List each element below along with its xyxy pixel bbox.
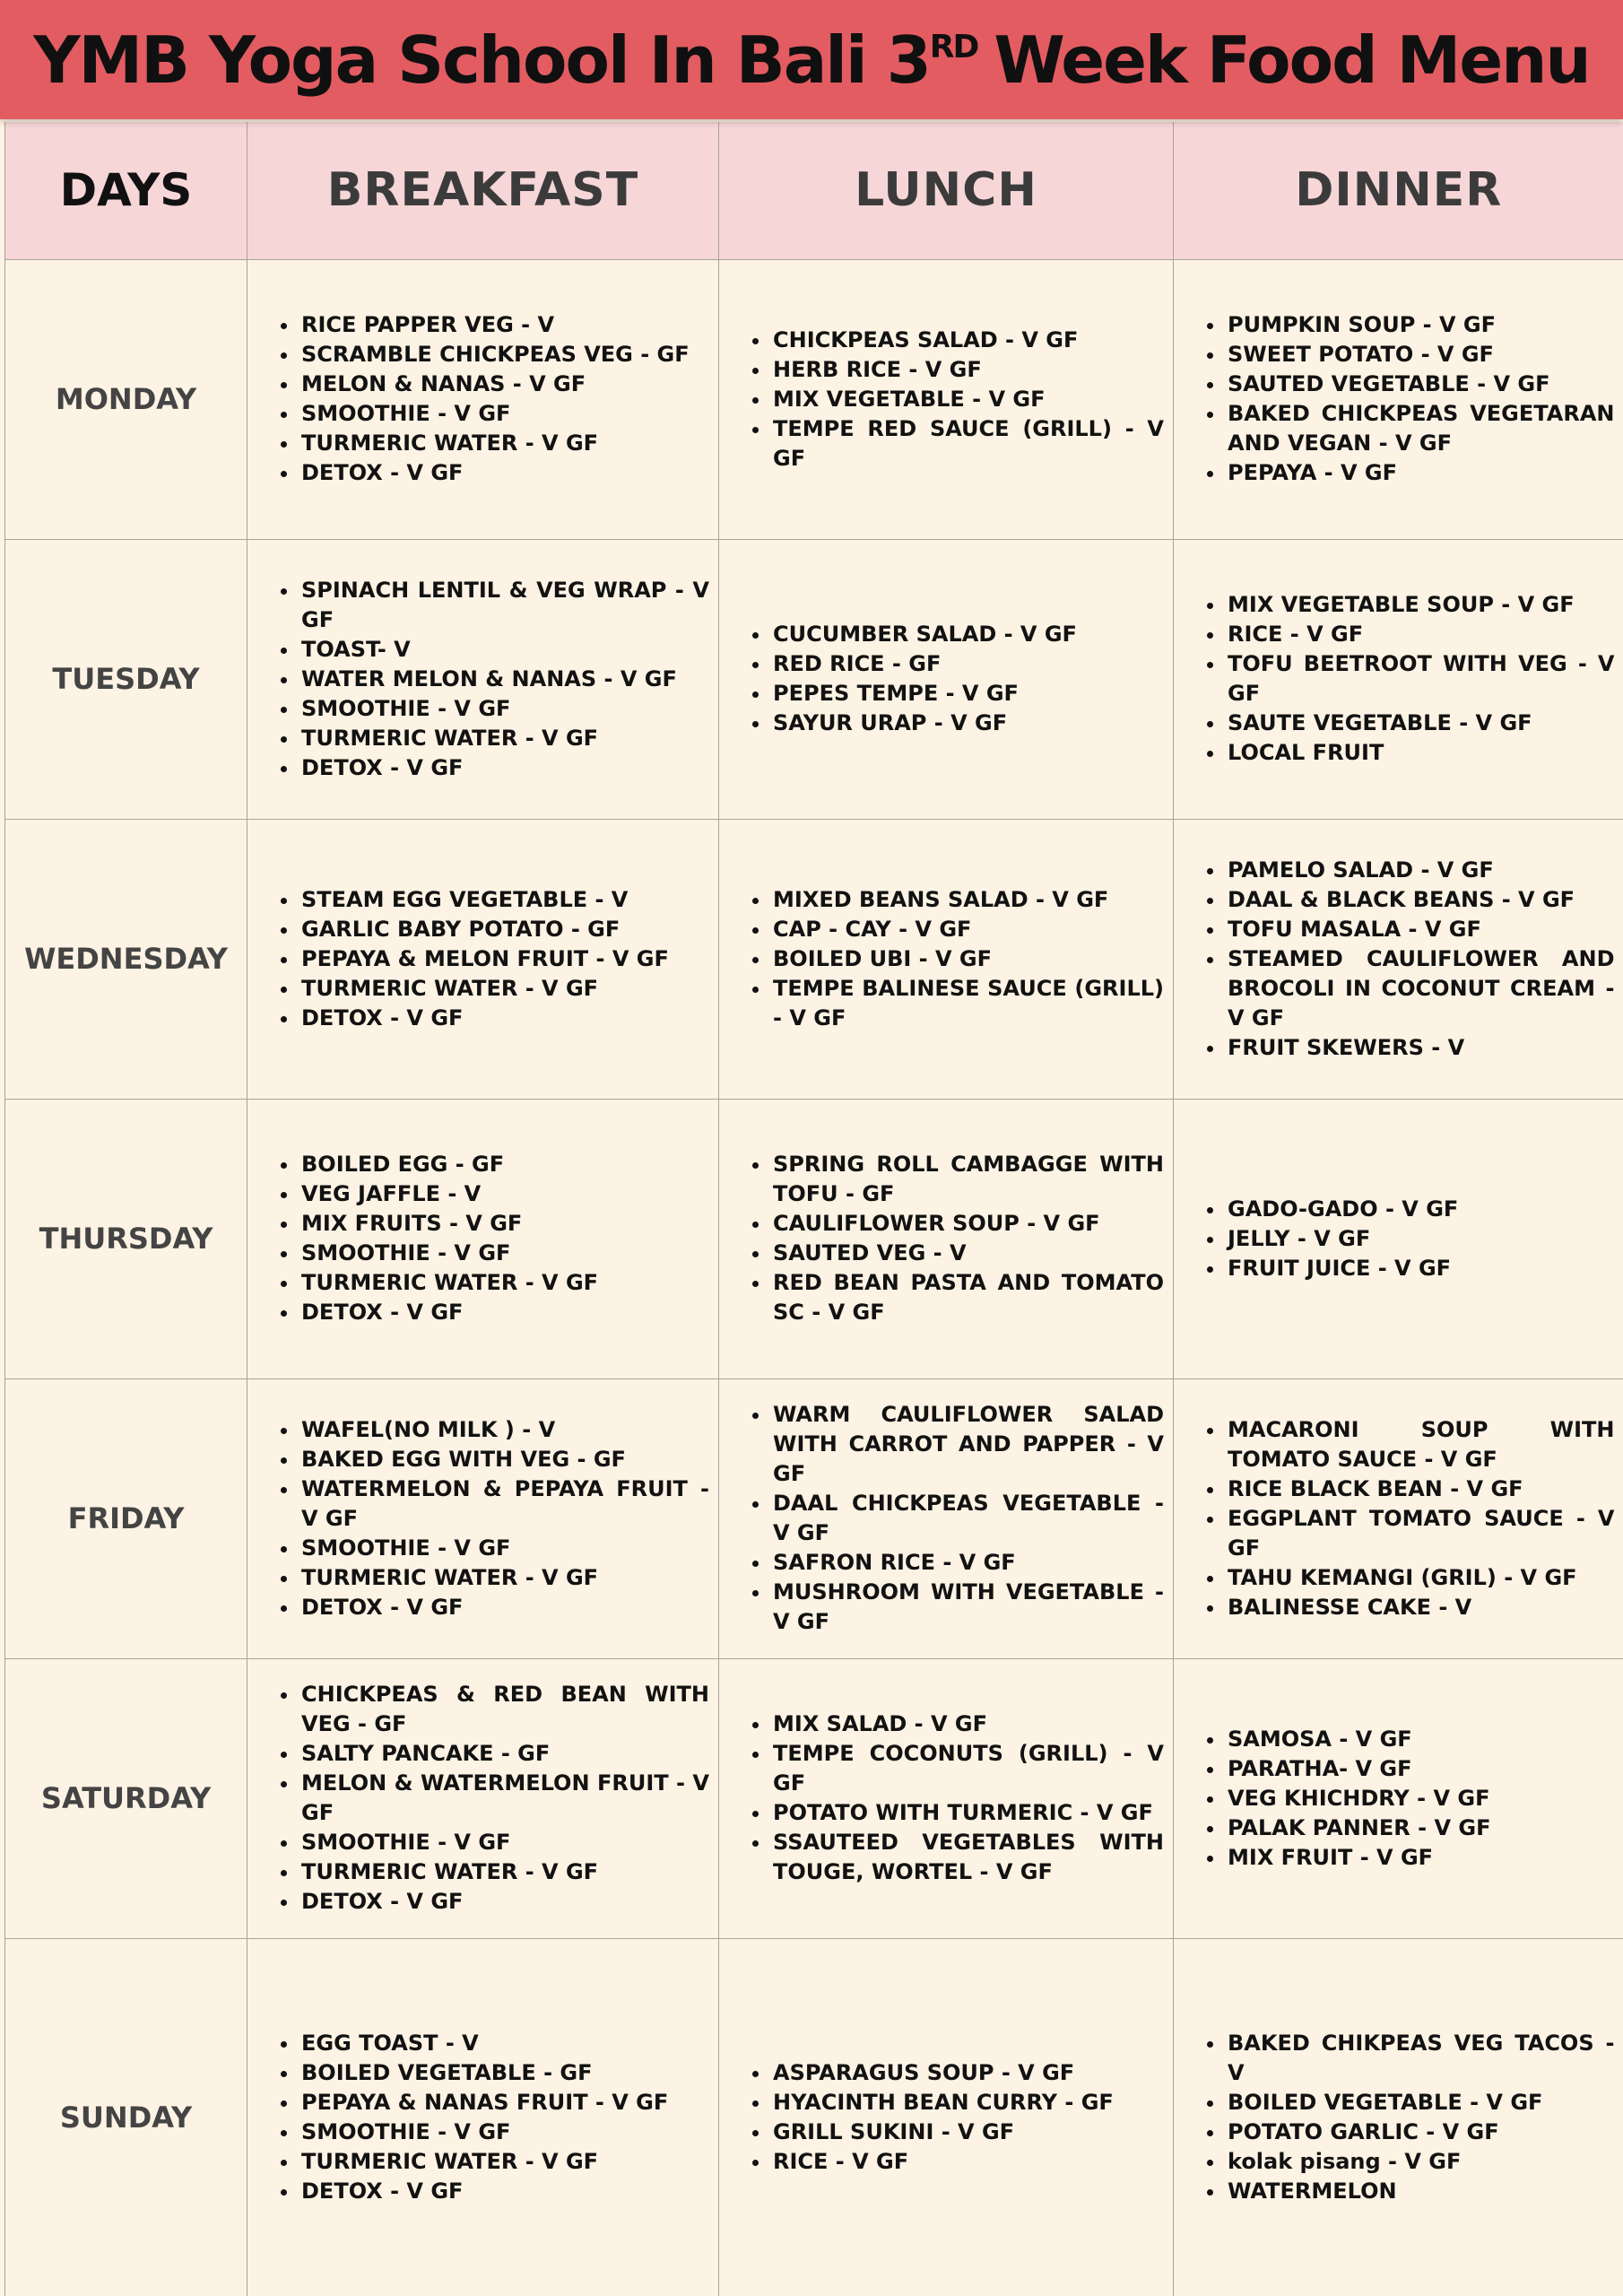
- menu-item: • CAP - CAY - V GF: [771, 915, 1164, 944]
- menu-item: • VEG KHICHDRY - V GF: [1226, 1784, 1615, 1813]
- breakfast-cell: [247, 1938, 719, 2296]
- dinner-list: [1186, 1195, 1615, 1283]
- menu-item: • BOILED EGG - GF: [299, 1150, 709, 1179]
- menu-item: • LOCAL FRUIT: [1226, 738, 1615, 768]
- menu-item: • CAULIFLOWER SOUP - V GF: [771, 1209, 1164, 1239]
- menu-item: • RICE PAPPER VEG - V: [299, 310, 709, 340]
- lunch-cell: [719, 259, 1174, 539]
- table-row: [5, 1938, 1623, 2296]
- dinner-list: [1186, 590, 1615, 768]
- menu-item: • BALINESSE CAKE - V: [1226, 1593, 1615, 1622]
- menu-item: • TURMERIC WATER - V GF: [299, 1857, 709, 1887]
- menu-item: • PEPAYA & NANAS FRUIT - V GF: [299, 2088, 709, 2118]
- menu-item: • JELLY - V GF: [1226, 1224, 1615, 1254]
- breakfast-list: [260, 2029, 709, 2206]
- menu-item: • RICE BLACK BEAN - V GF: [1226, 1474, 1615, 1504]
- menu-item: • TURMERIC WATER - V GF: [299, 429, 709, 458]
- day-label: FRIDAY: [5, 1378, 247, 1658]
- weekly-menu-table: [4, 122, 1623, 2296]
- header-row: [5, 122, 1623, 259]
- day-label: SUNDAY: [5, 1938, 247, 2296]
- lunch-list: [732, 1709, 1164, 1887]
- menu-item: • TURMERIC WATER - V GF: [299, 1268, 709, 1298]
- menu-item: • GRILL SUKINI - V GF: [771, 2118, 1164, 2147]
- lunch-cell: [719, 819, 1174, 1099]
- lunch-list: [732, 326, 1164, 474]
- menu-item: • HYACINTH BEAN CURRY - GF: [771, 2088, 1164, 2118]
- menu-item: • PEPAYA & MELON FRUIT - V GF: [299, 944, 709, 974]
- day-label: THURSDAY: [5, 1099, 247, 1378]
- menu-item: • CHICKPEAS & RED BEAN WITH VEG - GF: [299, 1680, 709, 1739]
- menu-item: • SMOOTHIE - V GF: [299, 1534, 709, 1563]
- menu-item: • kolak pisang - V GF: [1226, 2147, 1615, 2177]
- breakfast-list: [260, 1680, 709, 1917]
- menu-item: • RED RICE - GF: [771, 649, 1164, 679]
- menu-item: • SAMOSA - V GF: [1226, 1725, 1615, 1754]
- menu-item: • MELON & WATERMELON FRUIT - V GF: [299, 1769, 709, 1828]
- menu-item: • RED BEAN PASTA AND TOMATO SC - V GF: [771, 1268, 1164, 1327]
- menu-item: • MIX SALAD - V GF: [771, 1709, 1164, 1739]
- column-header-lunch: LUNCH: [719, 122, 1174, 259]
- menu-item: • SSAUTEED VEGETABLES WITH TOUGE, WORTEL - V GF: [771, 1828, 1164, 1887]
- lunch-cell: [719, 1099, 1174, 1378]
- menu-item: • DETOX - V GF: [299, 1887, 709, 1917]
- menu-item: • CUCUMBER SALAD - V GF: [771, 620, 1164, 649]
- menu-item: • MIX FRUITS - V GF: [299, 1209, 709, 1239]
- menu-item: • DAAL & BLACK BEANS - V GF: [1226, 885, 1615, 915]
- menu-item: • FRUIT JUICE - V GF: [1226, 1254, 1615, 1283]
- menu-item: • BOILED UBI - V GF: [771, 944, 1164, 974]
- menu-item: • VEG JAFFLE - V: [299, 1179, 709, 1209]
- menu-item: • SALTY PANCAKE - GF: [299, 1739, 709, 1769]
- dinner-list: [1186, 310, 1615, 488]
- table-row: [5, 259, 1623, 539]
- breakfast-cell: [247, 539, 719, 819]
- table-row: [5, 539, 1623, 819]
- menu-item: • DAAL CHICKPEAS VEGETABLE - V GF: [771, 1489, 1164, 1548]
- menu-item: • STEAM EGG VEGETABLE - V: [299, 885, 709, 915]
- menu-item: • SMOOTHIE - V GF: [299, 399, 709, 429]
- title-main: YMB Yoga School In Bali 3: [33, 22, 930, 98]
- menu-item: • PEPES TEMPE - V GF: [771, 679, 1164, 709]
- breakfast-list: [260, 1415, 709, 1622]
- breakfast-list: [260, 310, 709, 488]
- day-label: WEDNESDAY: [5, 819, 247, 1099]
- day-label: MONDAY: [5, 259, 247, 539]
- menu-item: • SPRING ROLL CAMBAGGE WITH TOFU - GF: [771, 1150, 1164, 1209]
- menu-item: • DETOX - V GF: [299, 2177, 709, 2206]
- menu-item: • STEAMED CAULIFLOWER AND BROCOLI IN COCONUT CREAM - V GF: [1226, 944, 1615, 1033]
- breakfast-list: [260, 576, 709, 783]
- column-header-dinner: DINNER: [1174, 122, 1623, 259]
- title-rest: Week Food Menu: [994, 22, 1590, 98]
- menu-item: • TEMPE COCONUTS (GRILL) - V GF: [771, 1739, 1164, 1798]
- menu-item: • SMOOTHIE - V GF: [299, 2118, 709, 2147]
- lunch-list: [732, 2058, 1164, 2177]
- page-title: [33, 22, 1589, 98]
- menu-item: • MELON & NANAS - V GF: [299, 370, 709, 399]
- dinner-cell: [1174, 259, 1623, 539]
- menu-item: • DETOX - V GF: [299, 1298, 709, 1327]
- menu-item: • WARM CAULIFLOWER SALAD WITH CARROT AND PAPPER - V GF: [771, 1400, 1164, 1489]
- menu-item: • PEPAYA - V GF: [1226, 458, 1615, 488]
- table-row: [5, 1658, 1623, 1938]
- menu-item: • DETOX - V GF: [299, 1593, 709, 1622]
- menu-item: • PALAK PANNER - V GF: [1226, 1813, 1615, 1843]
- menu-item: • MIXED BEANS SALAD - V GF: [771, 885, 1164, 915]
- lunch-cell: [719, 1378, 1174, 1658]
- menu-item: • TAHU KEMANGI (GRIL) - V GF: [1226, 1563, 1615, 1593]
- menu-item: • BAKED CHIKPEAS VEG TACOS - V: [1226, 2029, 1615, 2088]
- breakfast-cell: [247, 259, 719, 539]
- breakfast-cell: [247, 1378, 719, 1658]
- lunch-list: [732, 885, 1164, 1033]
- menu-item: • SAUTED VEG - V: [771, 1239, 1164, 1268]
- menu-item: • PUMPKIN SOUP - V GF: [1226, 310, 1615, 340]
- menu-item: • TOFU BEETROOT WITH VEG - V GF: [1226, 649, 1615, 709]
- menu-item: • BOILED VEGETABLE - GF: [299, 2058, 709, 2088]
- menu-item: • DETOX - V GF: [299, 753, 709, 783]
- lunch-cell: [719, 539, 1174, 819]
- menu-body: [5, 259, 1623, 2296]
- menu-item: • WAFEL(NO MILK ) - V: [299, 1415, 709, 1445]
- menu-item: • POTATO WITH TURMERIC - V GF: [771, 1798, 1164, 1828]
- menu-item: • EGG TOAST - V: [299, 2029, 709, 2058]
- dinner-cell: [1174, 1938, 1623, 2296]
- menu-item: • HERB RICE - V GF: [771, 355, 1164, 385]
- menu-item: • RICE - V GF: [1226, 620, 1615, 649]
- menu-item: • TOAST- V: [299, 635, 709, 665]
- breakfast-list: [260, 1150, 709, 1327]
- dinner-cell: [1174, 1099, 1623, 1378]
- menu-item: • TURMERIC WATER - V GF: [299, 974, 709, 1004]
- title-banner: [0, 0, 1623, 119]
- menu-item: • POTATO GARLIC - V GF: [1226, 2118, 1615, 2147]
- dinner-list: [1186, 1725, 1615, 1873]
- table-row: [5, 819, 1623, 1099]
- menu-item: • SCRAMBLE CHICKPEAS VEG - GF: [299, 340, 709, 370]
- menu-item: • BAKED CHICKPEAS VEGETARAN AND VEGAN - V GF: [1226, 399, 1615, 458]
- menu-item: • SMOOTHIE - V GF: [299, 694, 709, 724]
- day-label: SATURDAY: [5, 1658, 247, 1938]
- menu-item: • GARLIC BABY POTATO - GF: [299, 915, 709, 944]
- lunch-cell: [719, 1658, 1174, 1938]
- menu-item: • TEMPE BALINESE SAUCE (GRILL) - V GF: [771, 974, 1164, 1033]
- menu-item: • SAFRON RICE - V GF: [771, 1548, 1164, 1578]
- lunch-list: [732, 1150, 1164, 1327]
- day-label: TUESDAY: [5, 539, 247, 819]
- breakfast-cell: [247, 819, 719, 1099]
- menu-item: • DETOX - V GF: [299, 1004, 709, 1033]
- menu-item: • TURMERIC WATER - V GF: [299, 724, 709, 753]
- menu-item: • MUSHROOM WITH VEGETABLE - V GF: [771, 1578, 1164, 1637]
- column-header-breakfast: BREAKFAST: [247, 122, 719, 259]
- table-row: [5, 1099, 1623, 1378]
- menu-item: • FRUIT SKEWERS - V: [1226, 1033, 1615, 1063]
- breakfast-list: [260, 885, 709, 1033]
- menu-item: • SMOOTHIE - V GF: [299, 1828, 709, 1857]
- menu-item: • MIX FRUIT - V GF: [1226, 1843, 1615, 1873]
- lunch-cell: [719, 1938, 1174, 2296]
- menu-item: • TEMPE RED SAUCE (GRILL) - V GF: [771, 414, 1164, 474]
- menu-item: • SPINACH LENTIL & VEG WRAP - V GF: [299, 576, 709, 635]
- table-row: [5, 1378, 1623, 1658]
- title-superscript: RD: [929, 28, 978, 65]
- menu-item: • TOFU MASALA - V GF: [1226, 915, 1615, 944]
- menu-item: • SWEET POTATO - V GF: [1226, 340, 1615, 370]
- menu-item: • TURMERIC WATER - V GF: [299, 2147, 709, 2177]
- menu-item: • SAYUR URAP - V GF: [771, 709, 1164, 738]
- lunch-list: [732, 620, 1164, 738]
- dinner-cell: [1174, 1658, 1623, 1938]
- menu-item: • WATER MELON & NANAS - V GF: [299, 665, 709, 694]
- menu-item: • BAKED EGG WITH VEG - GF: [299, 1445, 709, 1474]
- menu-item: • MIX VEGETABLE - V GF: [771, 385, 1164, 414]
- menu-item: • EGGPLANT TOMATO SAUCE - V GF: [1226, 1504, 1615, 1563]
- breakfast-cell: [247, 1658, 719, 1938]
- menu-item: • MIX VEGETABLE SOUP - V GF: [1226, 590, 1615, 620]
- menu-item: • SAUTE VEGETABLE - V GF: [1226, 709, 1615, 738]
- menu-item: • TURMERIC WATER - V GF: [299, 1563, 709, 1593]
- dinner-cell: [1174, 1378, 1623, 1658]
- dinner-list: [1186, 1415, 1615, 1622]
- dinner-list: [1186, 856, 1615, 1063]
- dinner-cell: [1174, 539, 1623, 819]
- column-header-days: DAYS: [5, 122, 247, 259]
- lunch-list: [732, 1400, 1164, 1637]
- menu-item: • SAUTED VEGETABLE - V GF: [1226, 370, 1615, 399]
- menu-item: • BOILED VEGETABLE - V GF: [1226, 2088, 1615, 2118]
- menu-item: • SMOOTHIE - V GF: [299, 1239, 709, 1268]
- menu-item: • MACARONI SOUP WITH TOMATO SAUCE - V GF: [1226, 1415, 1615, 1474]
- dinner-cell: [1174, 819, 1623, 1099]
- dinner-list: [1186, 2029, 1615, 2206]
- menu-item: • PARATHA- V GF: [1226, 1754, 1615, 1784]
- menu-item: • WATERMELON: [1226, 2177, 1615, 2206]
- menu-item: • GADO-GADO - V GF: [1226, 1195, 1615, 1224]
- menu-item: • ASPARAGUS SOUP - V GF: [771, 2058, 1164, 2088]
- menu-item: • CHICKPEAS SALAD - V GF: [771, 326, 1164, 355]
- menu-item: • RICE - V GF: [771, 2147, 1164, 2177]
- menu-item: • PAMELO SALAD - V GF: [1226, 856, 1615, 885]
- breakfast-cell: [247, 1099, 719, 1378]
- menu-item: • WATERMELON & PEPAYA FRUIT - V GF: [299, 1474, 709, 1534]
- menu-item: • DETOX - V GF: [299, 458, 709, 488]
